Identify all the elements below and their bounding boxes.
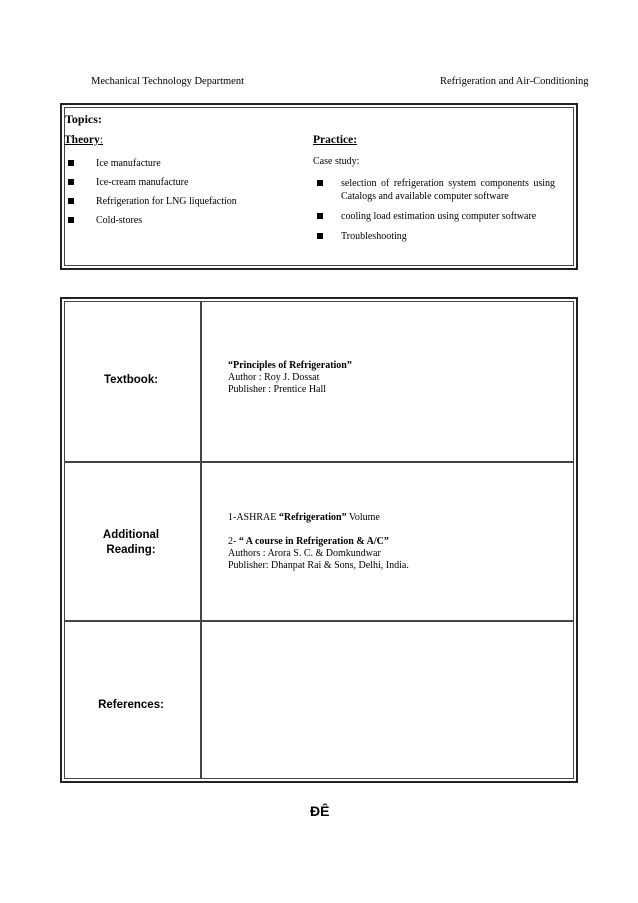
case-study-label: Case study:: [313, 156, 360, 167]
bullet-icon: [68, 179, 74, 185]
bullet-icon: [317, 233, 323, 239]
list-item: [64, 195, 264, 208]
additional-item2: [228, 536, 409, 572]
textbook-publisher: Publisher : Prentice Hall: [228, 384, 327, 395]
list-item-text: Ice manufacture: [96, 158, 161, 169]
references-label: References:: [98, 699, 164, 711]
theory-list: [64, 157, 264, 233]
practice-list: [313, 177, 555, 250]
list-item-text: Refrigeration for LNG liquefaction: [96, 196, 237, 207]
list-item: [313, 230, 555, 243]
additional-item1-title: “Refrigeration”: [278, 512, 347, 523]
textbook-title: “Principles of Refrigeration”: [228, 360, 352, 371]
additional-label-line1: Additional: [102, 529, 160, 541]
additional-item1-suffix: Volume: [346, 512, 380, 523]
list-item: [313, 210, 555, 223]
references-content-cell: [201, 621, 574, 779]
theory-title-text: Theory: [64, 134, 100, 146]
list-item: [64, 157, 264, 170]
list-item-text: selection of refrigeration system components using Catalogs and available computer software: [341, 178, 555, 202]
list-item: [64, 176, 264, 189]
textbook-label: Textbook:: [103, 374, 159, 386]
additional-item2-prefix: 2-: [228, 536, 239, 547]
textbook-content: [228, 360, 352, 396]
theory-title: [64, 134, 103, 146]
header-course: Refrigeration and Air-Conditioning: [440, 76, 589, 87]
additional-item2-authors: Authors : Arora S. C. & Domkundwar: [228, 548, 381, 559]
additional-label-line2: Reading:: [106, 544, 156, 556]
header-department: Mechanical Technology Department: [91, 76, 245, 87]
additional-reading-label: [61, 528, 201, 558]
additional-item1: [228, 512, 380, 524]
list-item-text: Cold-stores: [96, 215, 143, 226]
bullet-icon: [68, 160, 74, 166]
bullet-icon: [317, 180, 323, 186]
bullet-icon: [317, 213, 323, 219]
bullet-icon: [68, 198, 74, 204]
bullet-icon: [68, 217, 74, 223]
list-item: [64, 214, 264, 227]
list-item-text: Troubleshooting: [341, 231, 407, 242]
list-item: [313, 177, 555, 203]
practice-title: Practice:: [313, 134, 358, 146]
list-item-text: cooling load estimation using computer software: [341, 211, 537, 222]
additional-item1-prefix: 1-ASHRAE: [228, 512, 279, 523]
topics-title: Topics:: [65, 112, 102, 126]
theory-colon: :: [99, 134, 103, 146]
page-number: ÐÊ: [310, 803, 330, 819]
textbook-author: Author : Roy J. Dossat: [228, 372, 320, 383]
additional-item2-title: “ A course in Refrigeration & A/C”: [238, 536, 389, 547]
list-item-text: Ice-cream manufacture: [96, 177, 189, 188]
additional-item2-publisher: Publisher: Dhanpat Rai & Sons, Delhi, India.: [228, 560, 409, 571]
